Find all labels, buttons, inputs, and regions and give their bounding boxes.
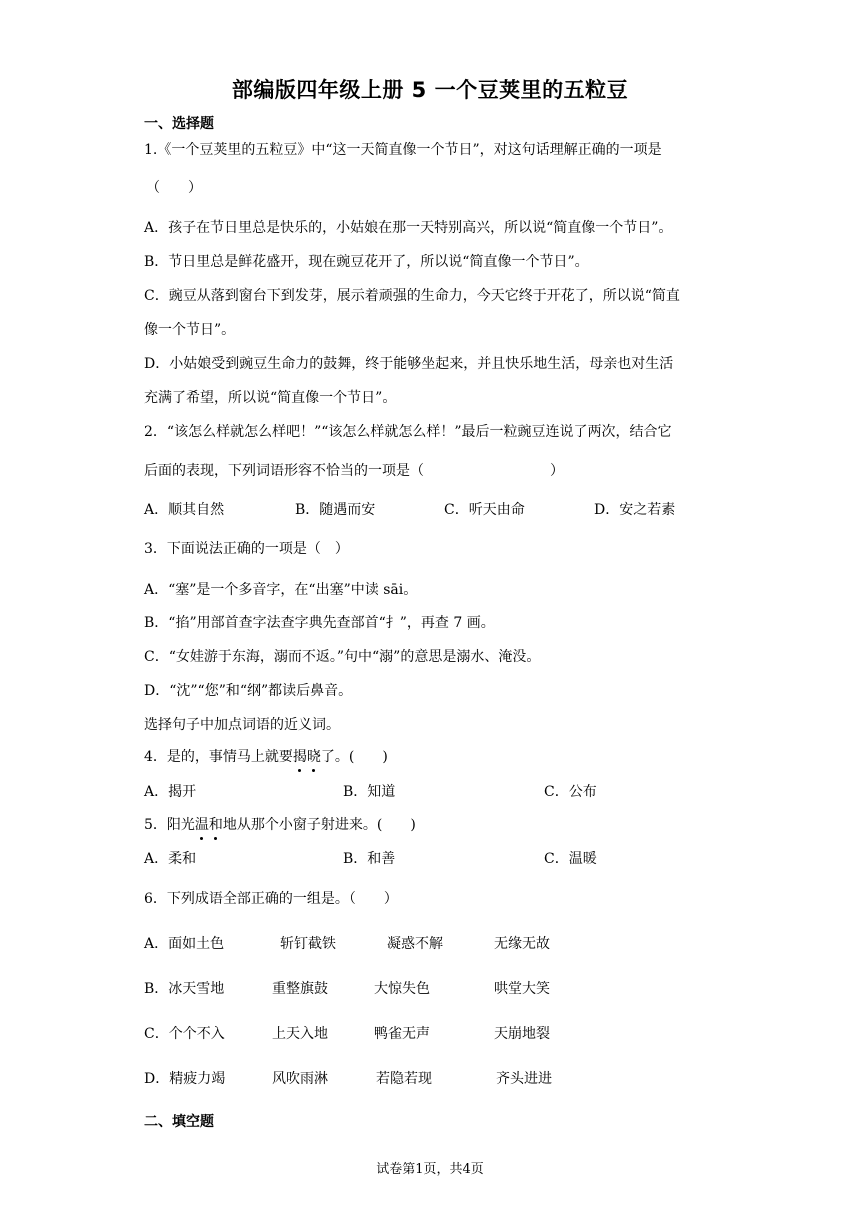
q5-option-b: B．和善 — [343, 851, 396, 867]
q2-option-d: D．安之若素 — [594, 502, 676, 518]
emphasis-dot-char: 和 — [208, 817, 223, 833]
page-title: 部编版四年级上册 5 一个豆荚里的五粒豆 — [231, 78, 629, 102]
q1-stem-line2: （ ） — [146, 180, 202, 196]
q5-stem — [144, 815, 416, 835]
q4-option-b: B．知道 — [343, 784, 396, 800]
q6-row-b-label: B．冰天雪地 — [144, 981, 225, 997]
q5-stem-before: 5．阳光 — [144, 817, 195, 833]
q1-option-a: A．孩子在节日里总是快乐的，小姑娘在那一天特别高兴，所以说“简直像一个节日”。 — [144, 220, 673, 236]
q6-row-c-item2: 鸭雀无声 — [374, 1026, 430, 1042]
q6-row-a-item1: 斩钉截铁 — [280, 936, 336, 952]
q3-option-b: B．“掐”用部首查字法查字典先查部首“扌”，再查 7 画。 — [144, 615, 495, 631]
q4-stem-before: 4．是的，事情马上就要 — [144, 749, 293, 765]
q3-option-d: D．“沈”“您”和“纲”都读后鼻音。 — [144, 683, 353, 699]
q1-option-c-line1: C．豌豆从落到窗台下到发芽，展示着顽强的生命力，今天它终于开花了，所以说“简直 — [144, 288, 680, 304]
q6-row-d-label: D．精疲力竭 — [144, 1071, 226, 1087]
q6-row-d-item3: 齐头进进 — [496, 1071, 552, 1087]
q2-stem-line1: 2．“该怎么样就怎么样吧！”“该怎么样就怎么样！”最后一粒豌豆连说了两次，结合它 — [144, 424, 672, 440]
q3-stem: 3．下面说法正确的一项是（ ） — [144, 541, 349, 557]
emphasis-dot-char: 晓 — [306, 749, 321, 765]
instruction-text: 选择句子中加点词语的近义词。 — [144, 717, 340, 733]
section-heading-fill: 二、填空题 — [144, 1114, 214, 1130]
q4-stem — [144, 747, 388, 767]
q2-stem-line2: 后面的表现，下列词语形容不恰当的一项是（ ） — [144, 463, 564, 479]
q1-option-b: B．节日里总是鲜花盛开，现在豌豆花开了，所以说“简直像一个节日”。 — [144, 254, 589, 270]
q6-row-d-item1: 风吹雨淋 — [272, 1071, 328, 1087]
q2-option-a: A．顺其自然 — [144, 502, 225, 518]
q3-option-c: C．“女娃游于东海，溺而不返。”句中“溺”的意思是溺水、淹没。 — [144, 649, 541, 665]
q1-option-d-line2: 充满了希望，所以说“简直像一个节日”。 — [144, 390, 397, 406]
q4-dotted-word — [293, 749, 321, 765]
section-heading-choice: 一、选择题 — [144, 116, 214, 132]
q4-option-a: A．揭开 — [144, 784, 197, 800]
q6-row-a-item2: 凝惑不解 — [387, 936, 443, 952]
q2-option-c: C．听天由命 — [444, 502, 525, 518]
q1-option-c-line2: 像一个节日”。 — [144, 322, 236, 338]
q5-stem-after: 地从那个小窗子射进来。( ) — [222, 817, 416, 833]
q4-option-c: C．公布 — [544, 784, 597, 800]
emphasis-dot-char: 揭 — [292, 749, 307, 765]
q6-row-b-item3: 哄堂大笑 — [494, 981, 550, 997]
q6-row-a-item3: 无缘无故 — [494, 936, 550, 952]
q6-row-c-item1: 上天入地 — [272, 1026, 328, 1042]
q4-stem-after: 了。( ) — [320, 749, 388, 765]
q6-row-c-item3: 天崩地裂 — [494, 1026, 550, 1042]
q6-row-a-label: A．面如土色 — [144, 936, 225, 952]
q2-option-b: B．随遇而安 — [295, 502, 376, 518]
q5-option-a: A．柔和 — [144, 851, 197, 867]
q6-row-d-item2: 若隐若现 — [376, 1071, 432, 1087]
page-footer: 试卷第1页，共4页 — [376, 1162, 484, 1177]
q6-stem: 6．下列成语全部正确的一组是。（ ） — [144, 891, 398, 907]
q1-stem-line1: 1.《一个豆荚里的五粒豆》中“这一天简直像一个节日”，对这句话理解正确的一项是 — [144, 142, 662, 158]
emphasis-dot-char: 温 — [194, 817, 209, 833]
q5-option-c: C．温暖 — [544, 851, 597, 867]
q3-option-a: A．“塞”是一个多音字，在“出塞”中读 sāi。 — [144, 582, 418, 598]
q1-option-d-line1: D．小姑娘受到豌豆生命力的鼓舞，终于能够坐起来，并且快乐地生活，母亲也对生活 — [144, 356, 674, 372]
q6-row-b-item2: 大惊失色 — [374, 981, 430, 997]
q5-dotted-word — [195, 817, 223, 833]
q6-row-c-label: C．个个不入 — [144, 1026, 225, 1042]
q6-row-b-item1: 重整旗鼓 — [272, 981, 328, 997]
